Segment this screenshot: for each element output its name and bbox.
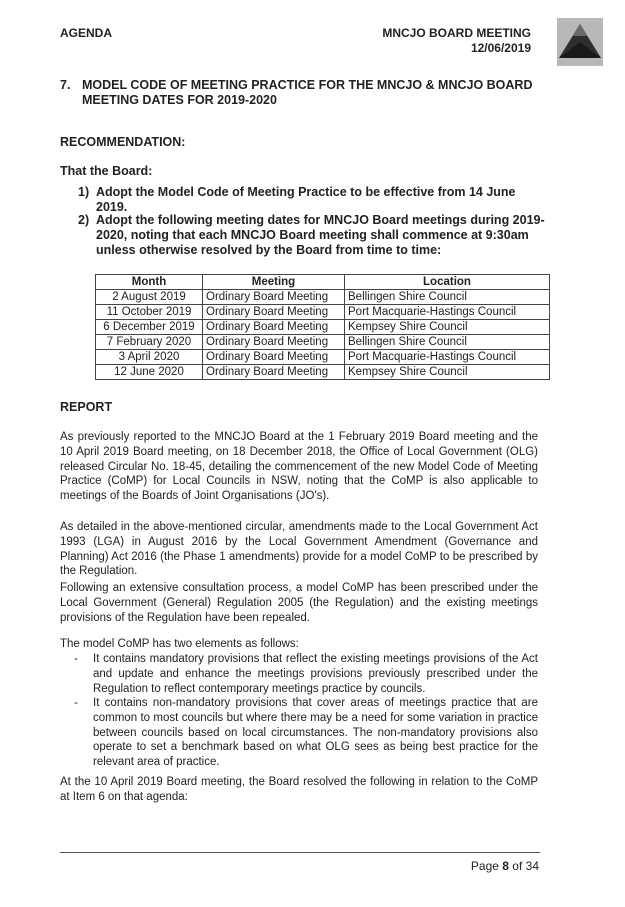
list-item — [60, 696, 538, 770]
item-text: Adopt the Model Code of Meeting Practice to be effective from 14 June 2019. — [96, 185, 516, 214]
report-paragraph-3: Following an extensive consultation process, a model CoMP has been prescribed under the Local Government (General) Regulation 2005 (the Regulation) and the existing meetings provisions of the Regulation have been repealed. — [60, 582, 538, 624]
recommendation-item — [78, 185, 548, 215]
bullet-dash: - — [74, 653, 78, 665]
cell-location: Bellingen Shire Council — [345, 290, 550, 305]
bullet-text: It contains mandatory provisions that reflect the existing meetings provisions of the Act and update and enhance the meetings provisions previously prescribed under the Regulation to reflect contemporary meetings practice by councils. — [93, 653, 538, 695]
cell-meeting: Ordinary Board Meeting — [203, 335, 345, 350]
cell-location: Port Macquarie-Hastings Council — [345, 305, 550, 320]
cell-month: 7 February 2020 — [96, 335, 203, 350]
cell-meeting: Ordinary Board Meeting — [203, 290, 345, 305]
header-meeting-date: 12/06/2019 — [470, 41, 531, 55]
table-row — [96, 290, 550, 305]
cell-month: 12 June 2020 — [96, 365, 203, 380]
column-header-meeting: Meeting — [203, 275, 345, 290]
section-title — [60, 78, 580, 108]
page-current: 8 — [502, 859, 509, 873]
table-row — [96, 320, 550, 335]
header-agenda-label: AGENDA — [60, 26, 113, 40]
cell-location: Kempsey Shire Council — [345, 320, 550, 335]
page-total: of 34 — [512, 859, 539, 873]
section-number: 7. — [60, 78, 71, 92]
cell-meeting: Ordinary Board Meeting — [203, 350, 345, 365]
recommendation-heading: RECOMMENDATION: — [60, 135, 186, 149]
report-paragraph-1: As previously reported to the MNCJO Board at the 1 February 2019 Board meeting and the 10 April 2019 Board meeting, on 18 December 2018, the Office of Local Government (OLG) released Circular No. 18-45, detailing the commencement of the new Model Code of Meeting Practice (CoMP) for Local Councils in NSW, noting that the CoMP is also applicable to meetings of the Boards of Joint Organisations (JO's). — [60, 431, 538, 503]
cell-location: Bellingen Shire Council — [345, 335, 550, 350]
item-number: 1) — [78, 185, 90, 199]
cell-month: 3 April 2020 — [96, 350, 203, 365]
cell-meeting: Ordinary Board Meeting — [203, 365, 345, 380]
table-row — [96, 350, 550, 365]
header-meeting-title: MNCJO BOARD MEETING — [382, 26, 531, 40]
column-header-month: Month — [96, 275, 203, 290]
list-item — [60, 652, 538, 696]
header-meeting-info — [382, 26, 531, 56]
report-paragraph-5: At the 10 April 2019 Board meeting, the Board resolved the following in relation to the CoMP at Item 6 on that agenda: — [60, 776, 538, 803]
item-number: 2) — [78, 213, 90, 227]
cell-month: 2 August 2019 — [96, 290, 203, 305]
cell-location: Port Macquarie-Hastings Council — [345, 350, 550, 365]
table-row — [96, 305, 550, 320]
report-heading: REPORT — [60, 400, 113, 414]
report-paragraph-4: The model CoMP has two elements as follows: — [60, 638, 299, 650]
meeting-schedule-table — [95, 274, 550, 380]
recommendation-item — [78, 213, 548, 258]
table-header-row — [96, 275, 550, 290]
section-title-text: MODEL CODE OF MEETING PRACTICE FOR THE MNCJO & MNCJO BOARD MEETING DATES FOR 2019-2020 — [82, 78, 533, 107]
item-text: Adopt the following meeting dates for MNCJO Board meetings during 2019-2020, noting that each MNCJO Board meeting shall commence at 9:30am unless otherwise resolved by the Board from time to time: — [96, 213, 545, 257]
recommendation-lead: That the Board: — [60, 164, 153, 178]
bullet-text: It contains non-mandatory provisions that cover areas of meetings practice that are common to most councils but where there may be a need for some variation in practice between councils based on local circumstances. The non-mandatory provisions also operate to set a benchmark based on what OLG sees as being best practice for the relevant area of practice. — [93, 697, 538, 769]
cell-meeting: Ordinary Board Meeting — [203, 320, 345, 335]
cell-month: 6 December 2019 — [96, 320, 203, 335]
table-row — [96, 335, 550, 350]
cell-month: 11 October 2019 — [96, 305, 203, 320]
report-paragraph-2: As detailed in the above-mentioned circular, amendments made to the Local Government Act 1993 (LGA) in August 2016 by the Local Government Amendment (Governance and Planning) Act 2016 (the Phase 1 amendments) provide for a model CoMP to be prescribed by the Regulation. — [60, 521, 538, 578]
mncjo-logo-icon — [557, 18, 603, 66]
table-row — [96, 365, 550, 380]
page-number — [471, 859, 539, 873]
cell-location: Kempsey Shire Council — [345, 365, 550, 380]
bullet-dash: - — [74, 697, 78, 709]
page-label: Page — [470, 859, 499, 873]
footer-divider — [60, 852, 540, 853]
cell-meeting: Ordinary Board Meeting — [203, 305, 345, 320]
column-header-location: Location — [345, 275, 550, 290]
